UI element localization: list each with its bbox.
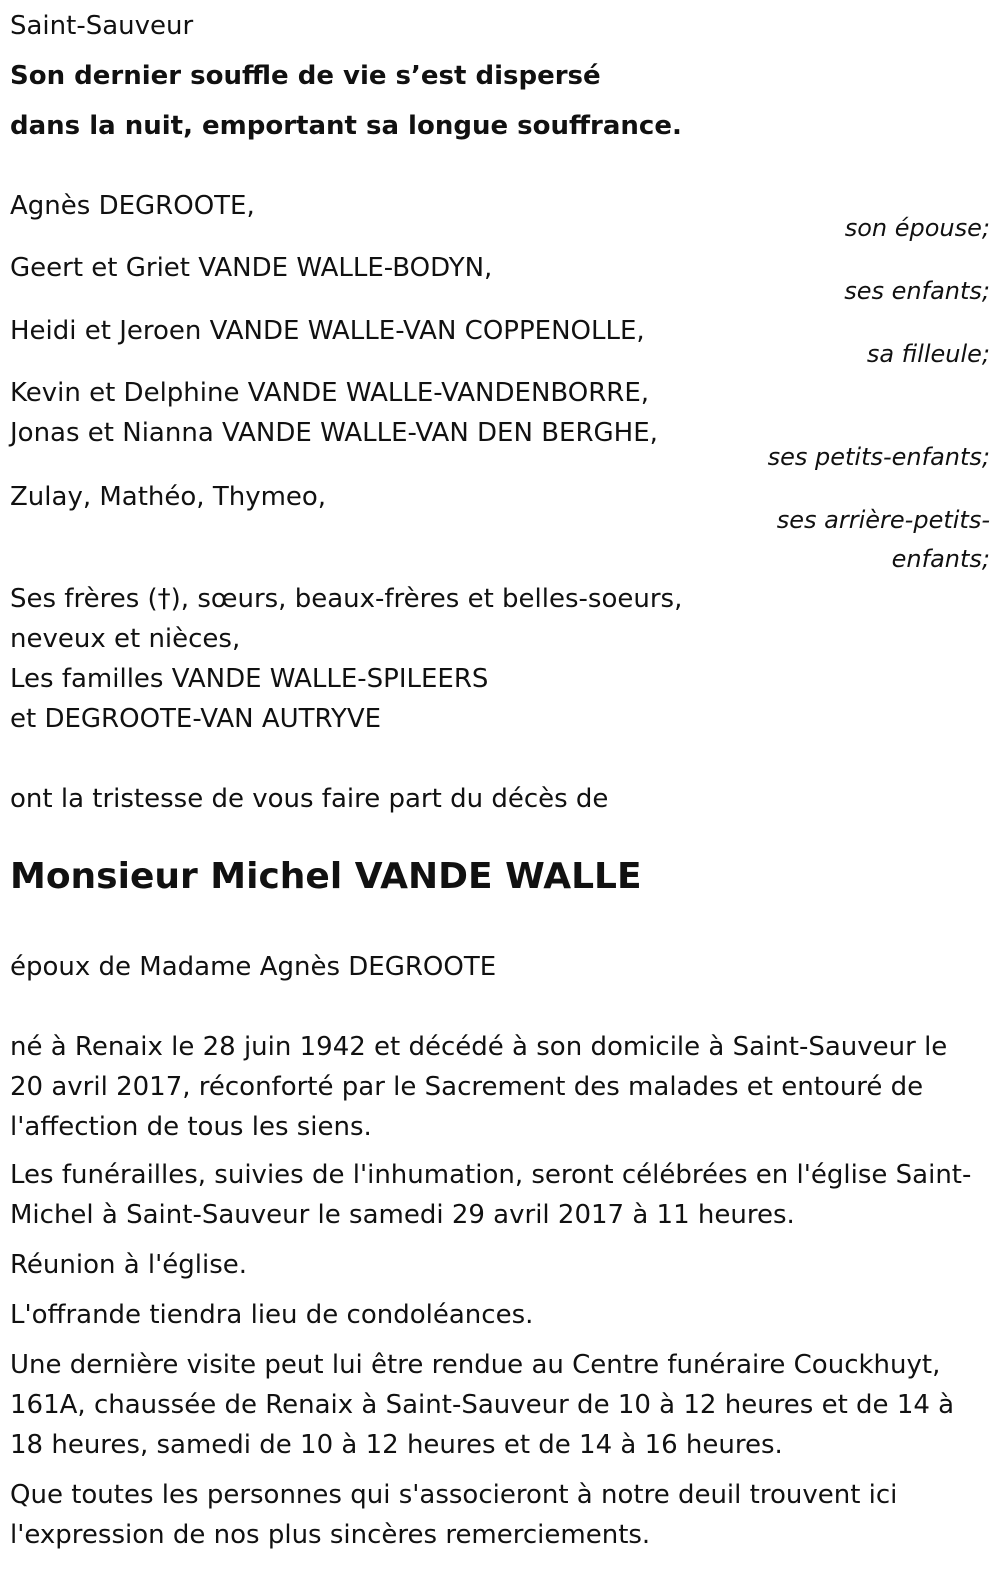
header-location: Saint-Sauveur [10, 11, 194, 41]
relation-goddaughter: sa filleule; [866, 340, 990, 368]
funeral-paragraph: Les funérailles, suivies de l'inhumation, seront célébrées en l'église Saint-Michel à Saint-Sauveur le samedi 29 avril 2017 à 11 heures. [10, 1160, 972, 1230]
deceased-spouse: époux de Madame Agnès DEGROOTE [10, 952, 497, 982]
family-grandchildren-1: Kevin et Delphine VANDE WALLE-VANDENBORRE, [10, 378, 650, 408]
thanks-paragraph: Que toutes les personnes qui s'associeront à notre deuil trouvent ici l'expression de nos plus sincères remerciements. [10, 1480, 898, 1550]
relation-great-grandchildren-2: enfants; [891, 545, 990, 573]
extended-family-line-2: neveux et nièces, [10, 624, 241, 654]
family-great-grandchildren: Zulay, Mathéo, Thymeo, [10, 482, 327, 512]
relation-children: ses enfants; [844, 277, 990, 305]
family-goddaughter: Heidi et Jeroen VANDE WALLE-VAN COPPENOLLE, [10, 316, 645, 346]
family-wife: Agnès DEGROOTE, [10, 191, 255, 221]
visit-paragraph: Une dernière visite peut lui être rendue au Centre funéraire Couckhuyt, 161A, chaussée de Renaix à Saint-Sauveur de 10 à 12 heures et de 14 à 18 heures, samedi de 10 à 12 heures et de 14 à 16 heures. [10, 1350, 955, 1460]
family-children: Geert et Griet VANDE WALLE-BODYN, [10, 253, 493, 283]
extended-family-line-3: Les familles VANDE WALLE-SPILEERS [10, 664, 489, 694]
relation-grandchildren: ses petits-enfants; [767, 443, 990, 471]
quote-line-2: dans la nuit, emportant sa longue souffrance. [10, 111, 682, 141]
deceased-name: Monsieur Michel VANDE WALLE [10, 856, 642, 897]
announcement-text: ont la tristesse de vous faire part du décès de [10, 784, 609, 814]
relation-wife: son épouse; [844, 214, 990, 242]
meeting-paragraph: Réunion à l'église. [10, 1250, 248, 1280]
extended-family-line-1: Ses frères (†), sœurs, beaux-frères et belles-soeurs, [10, 584, 683, 614]
birth-death-paragraph: né à Renaix le 28 juin 1942 et décédé à son domicile à Saint-Sauveur le 20 avril 2017, réconforté par le Sacrement des malades et entouré de l'affection de tous les siens. [10, 1032, 948, 1142]
extended-family-line-4: et DEGROOTE-VAN AUTRYVE [10, 704, 382, 734]
quote-line-1: Son dernier souffle de vie s’est dispersé [10, 61, 601, 91]
relation-great-grandchildren-1: ses arrière-petits- [776, 506, 990, 534]
family-grandchildren-2: Jonas et Nianna VANDE WALLE-VAN DEN BERGHE, [10, 418, 658, 448]
offering-paragraph: L'offrande tiendra lieu de condoléances. [10, 1300, 534, 1330]
